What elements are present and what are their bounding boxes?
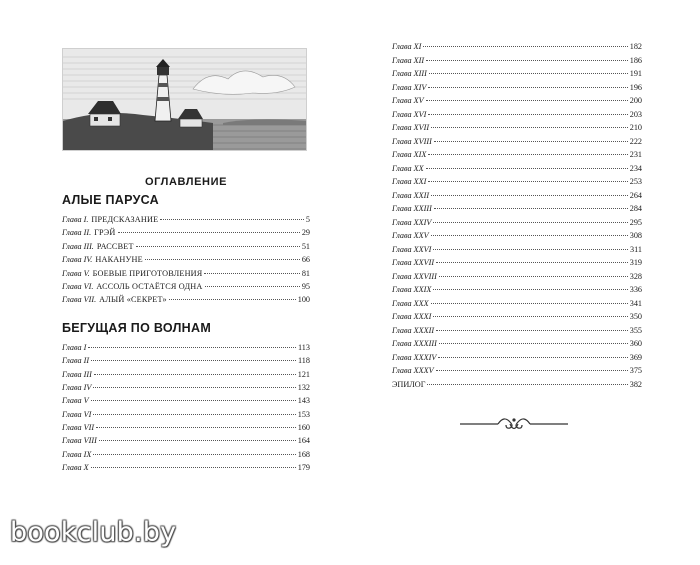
page-number: 231: [629, 150, 642, 159]
toc-entry[interactable]: [392, 337, 642, 351]
dot-leader: [427, 384, 627, 385]
dot-leader: [426, 60, 628, 61]
chapter-label: Глава III.: [62, 241, 94, 251]
page-number: 164: [297, 436, 310, 446]
page-number: 132: [297, 382, 310, 392]
dot-leader: [426, 168, 628, 169]
chapter-label: Глава XIII: [392, 69, 427, 78]
page-number: 311: [630, 244, 642, 254]
dot-leader: [439, 343, 628, 344]
chapter-title: АССОЛЬ ОСТАЁТСЯ ОДНА: [96, 281, 203, 291]
left-page: [62, 48, 310, 475]
toc-entry[interactable]: [62, 267, 310, 280]
dot-leader: [428, 181, 627, 182]
toc-entry[interactable]: [62, 461, 310, 474]
dot-leader: [93, 387, 295, 388]
chapter-title: БОЕВЫЕ ПРИГОТОВЛЕНИЯ: [92, 268, 203, 278]
dot-leader: [433, 316, 627, 317]
dot-leader: [434, 141, 628, 142]
dot-leader: [439, 276, 628, 277]
page-number: 222: [629, 136, 642, 146]
chapter-label: Глава XXIX: [392, 285, 432, 294]
dot-leader: [93, 414, 295, 415]
watermark: bookclub.by: [10, 517, 177, 548]
chapter-label: Глава III: [62, 369, 92, 379]
dot-leader: [433, 222, 627, 223]
chapter-label: Глава VII: [62, 423, 95, 433]
page-number: 182: [629, 42, 642, 51]
chapter-label: Глава XXXV: [392, 366, 434, 375]
dot-leader: [99, 440, 296, 441]
dot-leader: [436, 330, 628, 331]
toc-entry[interactable]: [62, 434, 310, 447]
dot-leader: [436, 262, 628, 263]
chapter-label: Глава V.: [62, 268, 90, 278]
toc-entry[interactable]: [392, 364, 642, 378]
dot-leader: [91, 400, 296, 401]
toc-entry[interactable]: [62, 421, 310, 434]
chapter-label: Глава VIII: [62, 436, 97, 446]
toc-entry[interactable]: [392, 121, 642, 135]
contents-heading: ОГЛАВЛЕНИЕ: [144, 176, 228, 188]
chapter-label: Глава XIX: [392, 150, 427, 159]
dot-leader: [88, 347, 296, 348]
chapter-label: Глава IV.: [62, 255, 93, 265]
chapter-label: Глава XXXII: [392, 325, 435, 335]
dot-leader: [160, 219, 304, 220]
chapter-title: РАССВЕТ: [96, 241, 134, 251]
toc-entry[interactable]: [392, 297, 642, 311]
toc-entry[interactable]: [392, 54, 642, 68]
chapter-label: Глава VI.: [62, 281, 94, 291]
chapter-title: АЛЫЙ «СЕКРЕТ»: [99, 295, 167, 305]
chapter-title: ГРЭЙ: [94, 228, 116, 238]
toc-list-continued: [392, 40, 642, 391]
dot-leader: [204, 273, 299, 274]
chapter-label: Глава XXVI: [392, 244, 432, 254]
toc-entry[interactable]: [392, 81, 642, 95]
right-page: [392, 40, 642, 391]
page-number: 179: [297, 463, 310, 473]
toc-entry[interactable]: [62, 253, 310, 266]
page-number: 160: [297, 423, 310, 433]
section-title-scarlet-sails: АЛЫЕ ПАРУСА: [62, 193, 160, 207]
chapter-label: Глава VI: [62, 409, 92, 419]
page-number: 253: [629, 177, 642, 186]
dot-leader: [91, 467, 296, 468]
page-number: 100: [297, 295, 310, 305]
chapter-label: Глава XXV: [392, 231, 429, 240]
chapter-label: ЭПИЛОГ: [392, 379, 426, 389]
dot-leader: [94, 374, 296, 375]
toc-entry[interactable]: [62, 448, 310, 461]
page-number: 295: [629, 217, 642, 227]
toc-entry-epilogue[interactable]: [392, 378, 642, 392]
chapter-label: Глава XV: [392, 96, 424, 105]
page-number: 210: [629, 123, 642, 132]
dot-leader: [431, 127, 628, 128]
page-number: 186: [629, 55, 642, 65]
dot-leader: [93, 454, 295, 455]
dot-leader: [426, 100, 628, 101]
page-number: 51: [301, 241, 310, 251]
dot-leader: [91, 360, 296, 361]
chapter-label: Глава XVI: [392, 109, 427, 119]
page-number: 95: [301, 281, 310, 291]
chapter-title: ПРЕДСКАЗАНИЕ: [91, 215, 159, 224]
chapter-label: Глава XXVIII: [392, 271, 437, 281]
toc-entry[interactable]: [62, 368, 310, 381]
toc-entry[interactable]: [392, 229, 642, 243]
chapter-label: Глава II: [62, 356, 90, 366]
page-number: 121: [297, 369, 310, 379]
page-number: 153: [297, 409, 310, 419]
page-number: 143: [297, 396, 310, 406]
toc-entry[interactable]: [62, 226, 310, 239]
page-number: 29: [301, 228, 310, 238]
toc-entry[interactable]: [392, 148, 642, 162]
toc-entry[interactable]: [62, 381, 310, 394]
chapter-label: Глава XX: [392, 163, 424, 173]
toc-entry[interactable]: [392, 67, 642, 81]
chapter-label: Глава XXIV: [392, 217, 432, 227]
page-number: 196: [629, 82, 642, 92]
chapter-label: Глава V: [62, 396, 89, 406]
chapter-label: Глава XVIII: [392, 136, 432, 146]
page-number: 264: [629, 190, 642, 200]
dot-leader: [431, 303, 628, 304]
chapter-label: Глава XIV: [392, 82, 427, 92]
dot-leader: [428, 114, 627, 115]
toc-list-scarlet-sails: [62, 213, 310, 307]
page-number: 336: [629, 285, 642, 294]
page-number: 328: [629, 271, 642, 281]
chapter-label: Глава XXXI: [392, 312, 432, 321]
page-number: 113: [298, 342, 310, 352]
toc-entry[interactable]: [392, 351, 642, 365]
dot-leader: [118, 232, 300, 233]
flourish-icon: [458, 413, 570, 435]
toc-entry[interactable]: [392, 256, 642, 270]
toc-entry[interactable]: [62, 213, 310, 226]
page-number: 81: [301, 268, 310, 278]
toc-entry[interactable]: [62, 280, 310, 293]
dot-leader: [429, 73, 628, 74]
dot-leader: [438, 357, 627, 358]
dot-leader: [136, 246, 300, 247]
chapter-label: Глава XVII: [392, 123, 430, 132]
page-number: 118: [298, 356, 310, 366]
chapter-label: Глава XXI: [392, 177, 427, 186]
lighthouse-icon: [63, 49, 307, 151]
page-number: 168: [297, 449, 310, 459]
toc-entry[interactable]: [62, 293, 310, 306]
chapter-label: Глава XXIII: [392, 204, 432, 213]
chapter-label: Глава XXXIV: [392, 352, 437, 362]
dot-leader: [433, 289, 627, 290]
page-number: 191: [629, 69, 642, 78]
toc-entry[interactable]: [62, 341, 310, 354]
toc-entry[interactable]: [392, 40, 642, 54]
toc-entry[interactable]: [392, 202, 642, 216]
page-number: 355: [629, 325, 642, 335]
toc-entry[interactable]: [62, 408, 310, 421]
chapter-label: Глава XXX: [392, 298, 429, 308]
page-number: 308: [629, 231, 642, 240]
chapter-label: Глава XI: [392, 42, 422, 51]
chapter-label: Глава II.: [62, 228, 92, 238]
page-number: 360: [629, 339, 642, 348]
toc-entry[interactable]: [392, 94, 642, 108]
page-number: 369: [629, 352, 642, 362]
toc-entry[interactable]: [392, 135, 642, 149]
section-title-running-on-waves: БЕГУЩАЯ ПО ВОЛНАМ: [62, 320, 212, 335]
page-number: 350: [629, 312, 642, 321]
page-number: 66: [301, 255, 310, 265]
page-number: 382: [629, 379, 642, 389]
toc-entry[interactable]: [392, 243, 642, 257]
chapter-label: Глава XXXIII: [392, 339, 437, 348]
dot-leader: [423, 46, 627, 47]
dot-leader: [436, 370, 628, 371]
toc-entry[interactable]: [392, 310, 642, 324]
toc-entry[interactable]: [392, 270, 642, 284]
dot-leader: [434, 208, 628, 209]
dot-leader: [205, 286, 300, 287]
dot-leader: [145, 259, 300, 260]
toc-entry[interactable]: [392, 216, 642, 230]
toc-entry[interactable]: [392, 189, 642, 203]
toc-entry[interactable]: [62, 354, 310, 367]
page-number: 341: [629, 298, 642, 308]
page-number: 319: [629, 258, 642, 267]
toc-entry[interactable]: [62, 240, 310, 253]
dot-leader: [428, 87, 627, 88]
toc-entry[interactable]: [392, 108, 642, 122]
dot-leader: [433, 249, 628, 250]
chapter-title: НАКАНУНЕ: [95, 255, 143, 265]
page-number: 284: [629, 204, 642, 213]
page-number: 200: [629, 96, 642, 105]
chapter-label: Глава X: [62, 463, 89, 473]
chapter-label: Глава IV: [62, 382, 92, 392]
dot-leader: [431, 195, 628, 196]
toc-entry[interactable]: [392, 283, 642, 297]
chapter-label: Глава I: [62, 342, 87, 352]
toc-entry[interactable]: [62, 394, 310, 407]
toc-entry[interactable]: [392, 175, 642, 189]
page-number: 234: [629, 163, 642, 173]
chapter-label: Глава I.: [62, 215, 89, 224]
chapter-label: Глава VII.: [62, 295, 97, 305]
page-number: 203: [629, 109, 642, 119]
dot-leader: [428, 154, 627, 155]
chapter-label: Глава XII: [392, 55, 425, 65]
dot-leader: [431, 235, 628, 236]
dot-leader: [96, 427, 296, 428]
chapter-label: Глава IX: [62, 449, 92, 459]
toc-entry[interactable]: [392, 162, 642, 176]
toc-list-running-on-waves: [62, 341, 310, 475]
toc-entry[interactable]: [392, 324, 642, 338]
page-number: 5: [305, 215, 310, 224]
dot-leader: [169, 299, 296, 300]
chapter-label: Глава XXII: [392, 190, 430, 200]
lighthouse-illustration: [62, 48, 307, 151]
chapter-label: Глава XXVII: [392, 258, 435, 267]
page-number: 375: [629, 366, 642, 375]
